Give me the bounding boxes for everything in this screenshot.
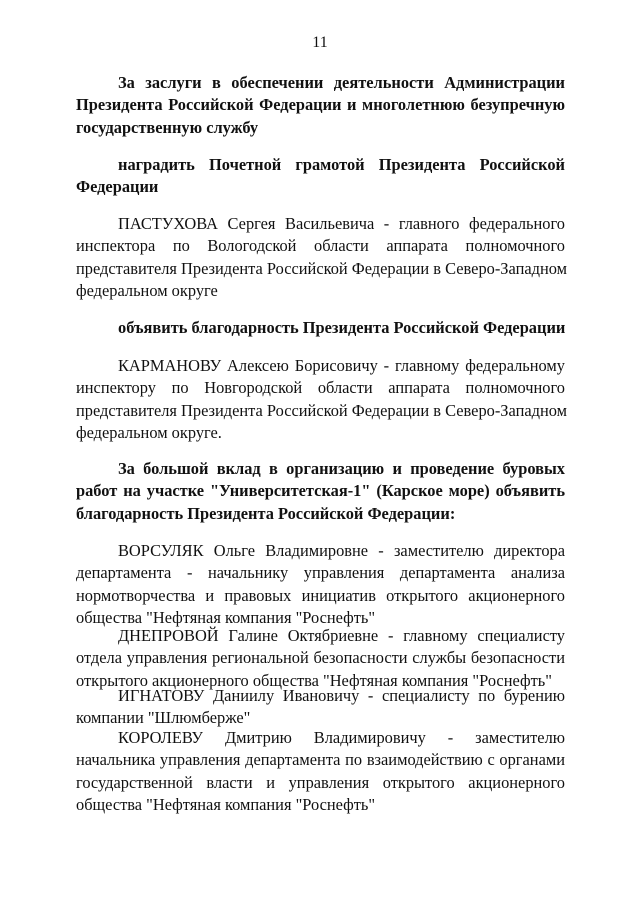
text-line: отдела управления региональной безопасности службы безопасности — [76, 648, 565, 668]
recipient-paragraph — [76, 540, 565, 629]
text-line: ДНЕПРОВОЙ Галине Октябриевне - главному специалисту — [118, 626, 565, 645]
recipient-paragraph — [76, 213, 565, 302]
text-line: департамента - начальнику управления департамента анализа — [76, 563, 565, 583]
text-line: благодарность Президента Российской Федерации: — [76, 503, 456, 523]
text-line: За заслуги в обеспечении деятельности Администрации — [118, 73, 565, 92]
text-line: нормотворчества и правовых инициатив открытого акционерного — [76, 585, 565, 605]
recipient-paragraph — [76, 625, 565, 692]
text-line: За большой вклад в организацию и проведение буровых — [118, 459, 565, 478]
text-line: государственную службу — [76, 117, 259, 137]
text-line: работ на участке "Университетская-1" (Карское море) объявить — [76, 481, 565, 501]
section-heading-merit — [76, 72, 565, 139]
text-line: ИГНАТОВУ Даниилу Ивановичу - специалисту по бурению — [118, 686, 565, 705]
award-gratitude-heading — [76, 317, 565, 339]
text-line: Президента Российской Федерации и многолетнюю безупречную — [76, 95, 565, 115]
section-heading-drilling — [76, 458, 565, 525]
award-certificate-heading — [76, 154, 565, 199]
recipient-paragraph — [76, 355, 565, 444]
text-line: инспектора по Вологодской области аппарата полномочного — [76, 236, 565, 256]
text-line: ПАСТУХОВА Сергея Васильевича - главного федерального — [118, 214, 565, 233]
text-line: общества "Нефтяная компания "Роснефть" — [76, 794, 376, 814]
text-line: инспектору по Новгородской области аппарата полномочного — [76, 378, 565, 398]
page-number: 11 — [312, 34, 328, 51]
text-line: открытого акционерного общества "Нефтяная компания "Роснефть" — [76, 670, 552, 690]
text-line: представителя Президента Российской Федерации в Северо-Западном — [76, 258, 567, 278]
text-line: наградить Почетной грамотой Президента Российской — [118, 155, 565, 174]
text-line: компании "Шлюмберже" — [76, 708, 251, 728]
text-line: федеральном округе — [76, 280, 218, 300]
text-line: государственной власти и управления открытого акционерного — [76, 772, 565, 792]
text-line: Федерации — [76, 177, 159, 197]
recipient-paragraph — [76, 685, 565, 730]
text-line: КАРМАНОВУ Алексею Борисовичу - главному федеральному — [118, 356, 565, 375]
text-line: представителя Президента Российской Федерации в Северо-Западном — [76, 400, 567, 420]
text-line: ВОРСУЛЯК Ольге Владимировне - заместителю директора — [118, 541, 565, 560]
recipient-paragraph — [76, 727, 565, 816]
text-line: общества "Нефтяная компания "Роснефть" — [76, 607, 376, 627]
text-line: начальника управления департамента по взаимодействию с органами — [76, 750, 565, 770]
text-line: объявить благодарность Президента Российской Федерации — [118, 318, 566, 337]
text-line: КОРОЛЕВУ Дмитрию Владимировичу - заместителю — [118, 728, 565, 747]
text-line: федеральном округе. — [76, 422, 222, 442]
